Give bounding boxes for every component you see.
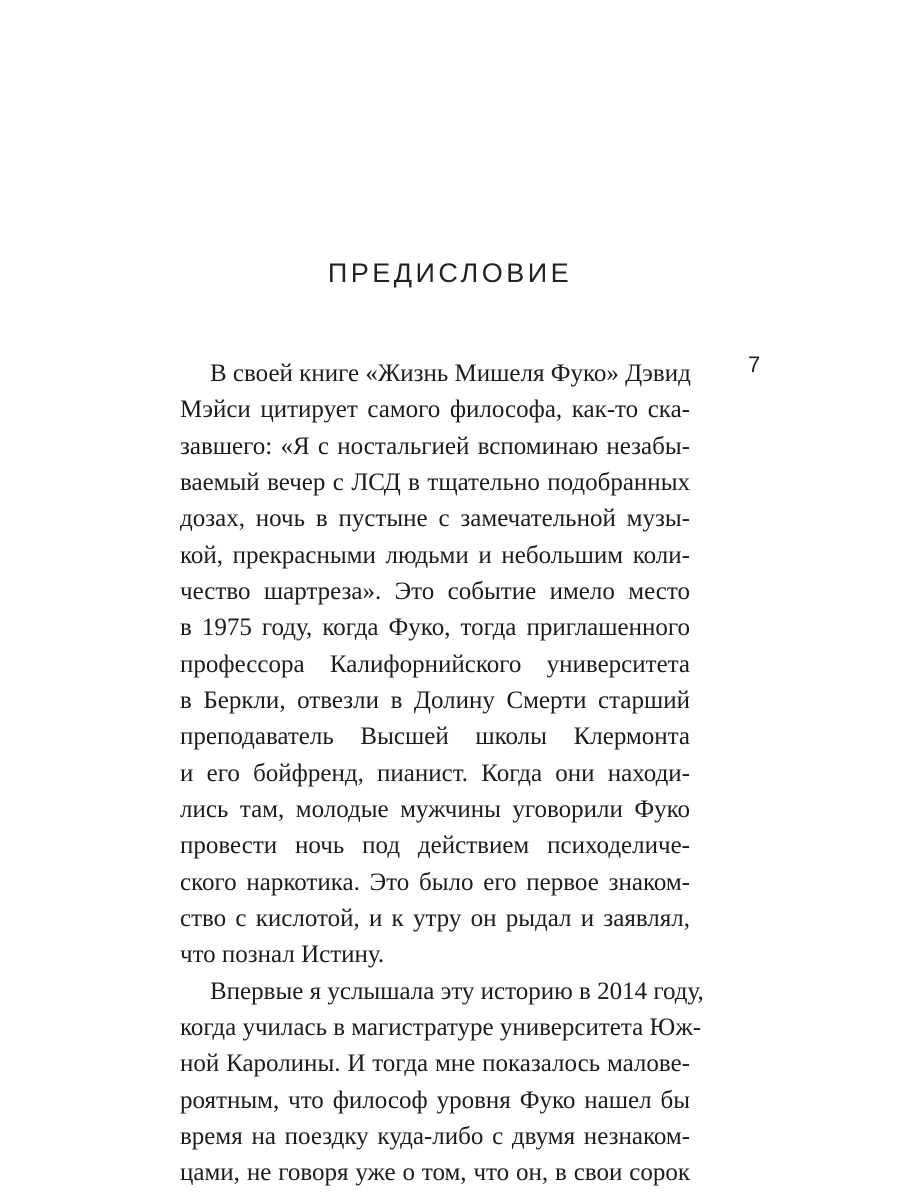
text-line: дозах, ночь в пустыне с замечательной музы- — [180, 505, 690, 533]
chapter-heading: ПРЕДИСЛОВИЕ — [327, 258, 573, 288]
text-line: Мэйси цитирует самого философа, как-то ска- — [180, 396, 690, 424]
text-line: и его бойфренд, пианист. Когда они находи- — [180, 759, 690, 787]
text-line: время на поездку куда-либо с двумя незнаком- — [180, 1122, 690, 1150]
text-line: В своей книге «Жизнь Мишеля Фуко» Дэвид — [210, 360, 691, 387]
body-text — [180, 356, 704, 1192]
text-line: провести ночь под действием психоделиче- — [180, 832, 690, 860]
paragraph-1 — [180, 356, 690, 974]
text-line: в 1975 году, когда Фуко, тогда приглашенного — [180, 614, 690, 642]
text-line: что познал Истину. — [180, 941, 385, 969]
paragraph-2 — [180, 974, 704, 1192]
text-line: когда училась в магистратуре университета Юж- — [180, 1013, 702, 1041]
text-line: ского наркотика. Это было его первое знаком- — [180, 868, 690, 896]
text-line: завшего: «Я с ностальгией вспоминаю незабы- — [180, 432, 690, 460]
text-line: роятным, что философ уровня Фуко нашел бы — [180, 1086, 690, 1114]
text-line: цами, не говоря уже о том, что он, в свои сорок — [180, 1159, 690, 1187]
text-line: ство с кислотой, и к утру он рыдал и заявлял, — [180, 904, 690, 932]
text-line: кой, прекрасными людьми и небольшим коли- — [180, 541, 690, 569]
page-number: 7 — [748, 352, 761, 377]
text-line: в Беркли, отвезли в Долину Смерти старший — [180, 686, 690, 714]
text-line: ной Каролины. И тогда мне показалось малове- — [180, 1050, 690, 1078]
text-line: преподаватель Высшей школы Клермонта — [180, 723, 690, 751]
text-line: чество шартреза». Это событие имело место — [180, 577, 690, 605]
text-line: ваемый вечер с ЛСД в тщательно подобранных — [180, 468, 690, 496]
text-line: лись там, молодые мужчины уговорили Фуко — [180, 795, 690, 823]
text-line: Впервые я услышала эту историю в 2014 году, — [210, 977, 704, 1005]
text-line: профессора Калифорнийского университета — [180, 650, 690, 678]
